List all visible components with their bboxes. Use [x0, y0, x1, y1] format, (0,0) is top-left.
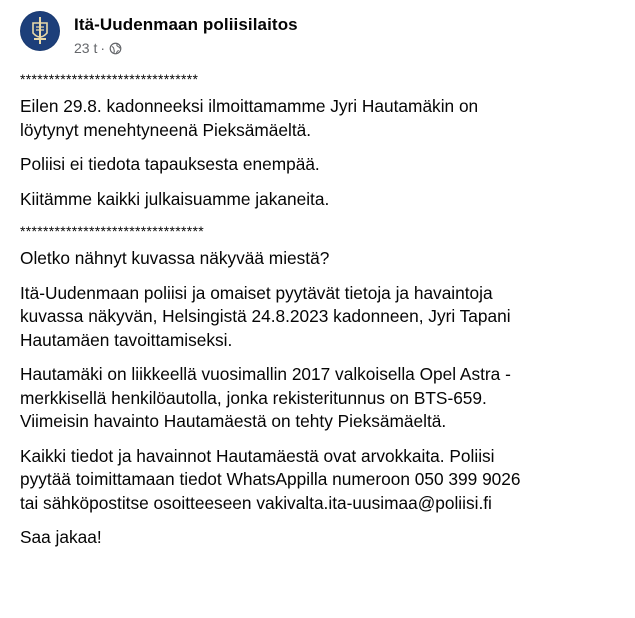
post-paragraph-question: Oletko nähnyt kuvassa näkyvää miestä?: [20, 248, 330, 268]
post-body: [20, 70, 620, 561]
police-emblem-icon: [20, 11, 60, 51]
separator-stars-top: *******************************: [20, 71, 199, 87]
post-timestamp[interactable]: 23 t: [74, 40, 98, 56]
post-paragraph-share: Saa jakaa!: [20, 527, 102, 547]
post-paragraph-no-info: Poliisi ei tiedota tapauksesta enempää.: [20, 154, 320, 174]
globe-icon[interactable]: [109, 42, 122, 55]
page-avatar[interactable]: [20, 11, 60, 51]
separator-dot: ·: [100, 40, 106, 56]
post-paragraph-thanks: Kiitämme kaikki julkaisuamme jakaneita.: [20, 188, 330, 209]
post-paragraph-contact: Kaikki tiedot ja havainnot Hautamäestä ovat arvokkaita. Poliisi pyytää toimittamaan tiedot WhatsAppilla numeroon 050 399 9026 tai sähköpostitse osoitteeseen vakivalta.ita-uusimaa@poliisi.fi: [20, 445, 521, 513]
post-meta: [74, 15, 298, 56]
post-paragraph-vehicle: Hautamäki on liikkeellä vuosimallin 2017 valkoisella Opel Astra - merkkisellä henkilöautolla, jonka rekisteritunnus on BTS-659. Viimeisin havainto Hautamäestä on tehty Pieksämäeltä.: [20, 364, 511, 431]
post-paragraph-found: Eilen 29.8. kadonneeksi ilmoittamamme Jyri Hautamäkin on löytynyt menehtyneenä Pieksämäeltä.: [20, 96, 479, 140]
post-header: [20, 11, 298, 56]
page-name-link[interactable]: Itä-Uudenmaan poliisilaitos: [74, 15, 298, 34]
post-paragraph-request: Itä-Uudenmaan poliisi ja omaiset pyytävät tietoja ja havaintoja kuvassa näkyvän, Helsingistä 24.8.2023 kadonneen, Jyri Tapani Hautamäen tavoittamiseksi.: [20, 282, 511, 350]
post-subtitle: [74, 40, 298, 56]
separator-stars-bottom: ********************************: [20, 223, 204, 239]
